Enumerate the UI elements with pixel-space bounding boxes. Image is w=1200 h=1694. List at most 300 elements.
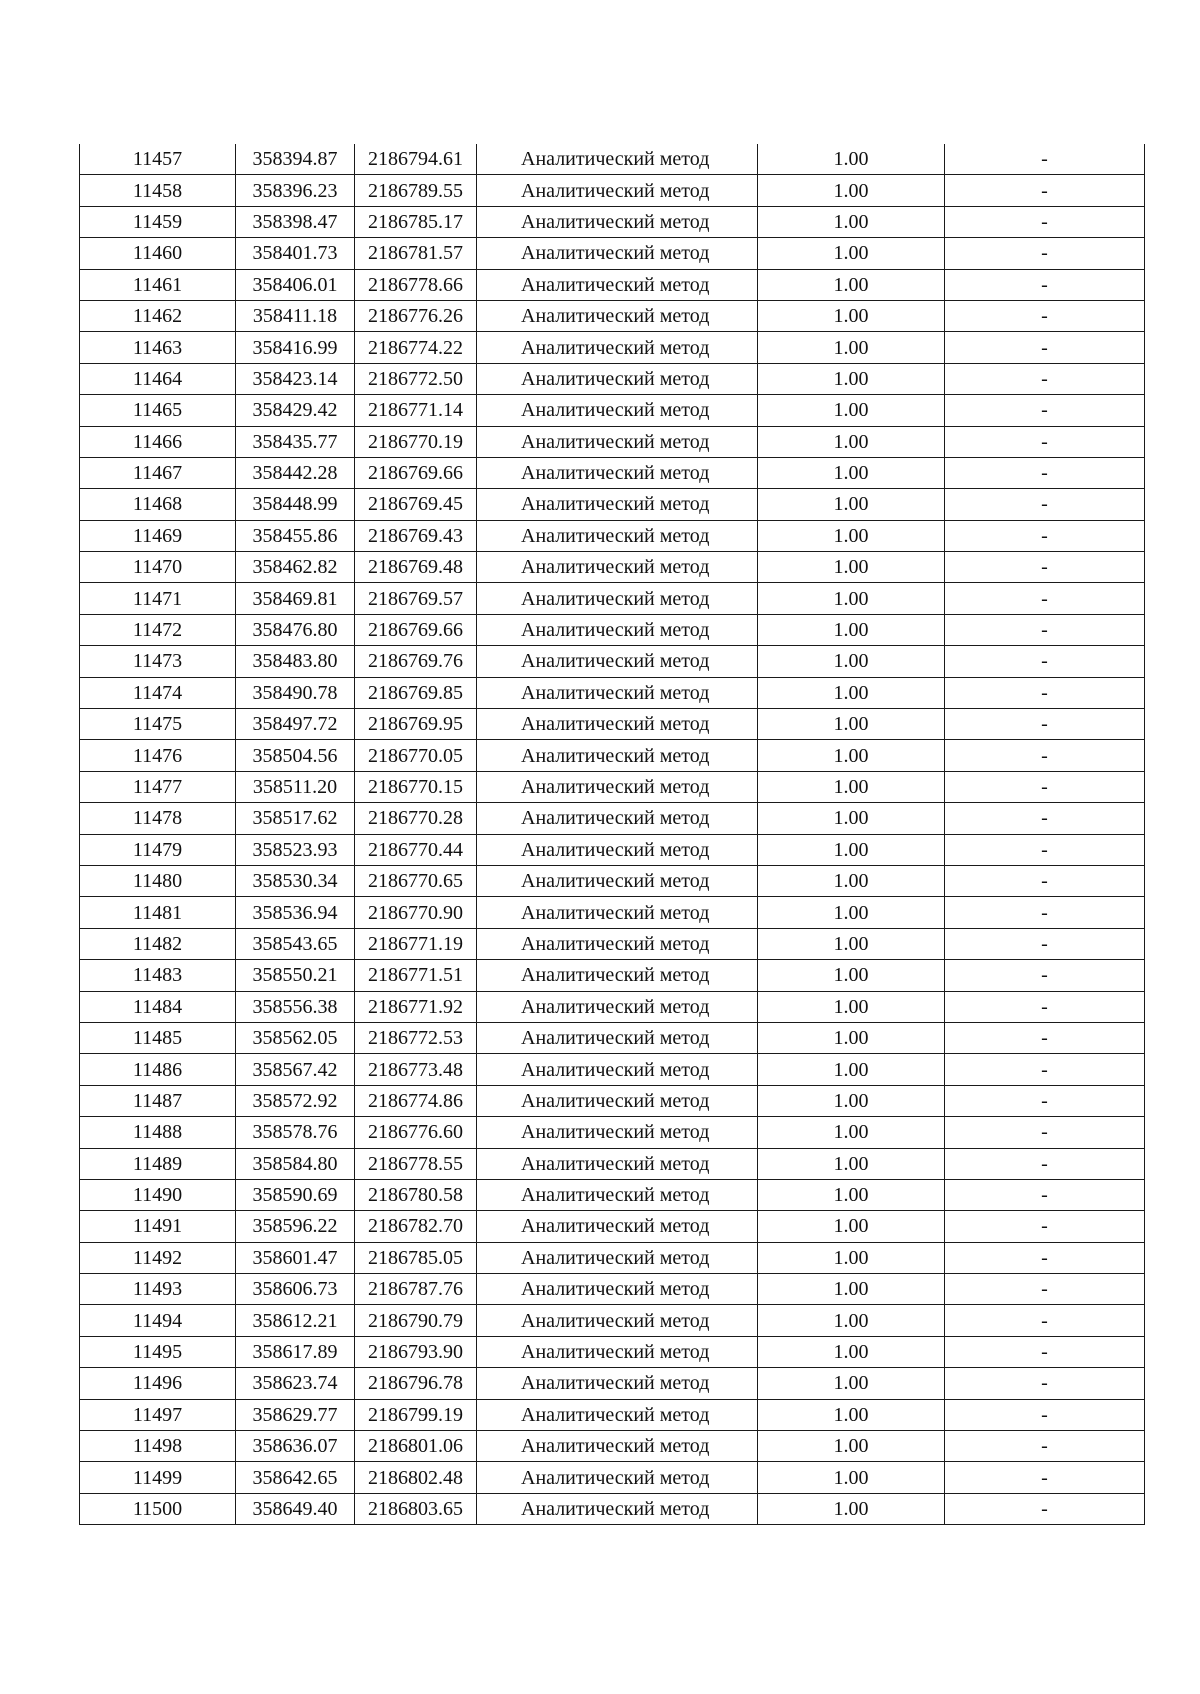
note-cell: - bbox=[945, 646, 1145, 677]
x-coordinate-cell: 358462.82 bbox=[236, 552, 355, 583]
point-number-cell: 11496 bbox=[80, 1368, 236, 1399]
point-number-cell: 11494 bbox=[80, 1305, 236, 1336]
y-coordinate-cell: 2186776.26 bbox=[355, 300, 477, 331]
method-cell: Аналитический метод bbox=[477, 771, 758, 802]
point-number-cell: 11473 bbox=[80, 646, 236, 677]
method-cell: Аналитический метод bbox=[477, 646, 758, 677]
point-number-cell: 11482 bbox=[80, 928, 236, 959]
accuracy-cell: 1.00 bbox=[758, 457, 945, 488]
y-coordinate-cell: 2186769.76 bbox=[355, 646, 477, 677]
method-cell: Аналитический метод bbox=[477, 1431, 758, 1462]
point-number-cell: 11476 bbox=[80, 740, 236, 771]
y-coordinate-cell: 2186790.79 bbox=[355, 1305, 477, 1336]
y-coordinate-cell: 2186770.44 bbox=[355, 834, 477, 865]
note-cell: - bbox=[945, 363, 1145, 394]
point-number-cell: 11469 bbox=[80, 520, 236, 551]
x-coordinate-cell: 358596.22 bbox=[236, 1211, 355, 1242]
method-cell: Аналитический метод bbox=[477, 426, 758, 457]
y-coordinate-cell: 2186769.48 bbox=[355, 552, 477, 583]
y-coordinate-cell: 2186770.28 bbox=[355, 803, 477, 834]
point-number-cell: 11464 bbox=[80, 363, 236, 394]
table-row bbox=[80, 238, 1145, 269]
x-coordinate-cell: 358517.62 bbox=[236, 803, 355, 834]
point-number-cell: 11457 bbox=[80, 144, 236, 175]
table-row bbox=[80, 897, 1145, 928]
y-coordinate-cell: 2186770.90 bbox=[355, 897, 477, 928]
x-coordinate-cell: 358530.34 bbox=[236, 865, 355, 896]
note-cell: - bbox=[945, 175, 1145, 206]
note-cell: - bbox=[945, 677, 1145, 708]
x-coordinate-cell: 358636.07 bbox=[236, 1431, 355, 1462]
note-cell: - bbox=[945, 269, 1145, 300]
table-row bbox=[80, 1148, 1145, 1179]
table-row bbox=[80, 614, 1145, 645]
table-row bbox=[80, 457, 1145, 488]
accuracy-cell: 1.00 bbox=[758, 709, 945, 740]
note-cell: - bbox=[945, 1211, 1145, 1242]
point-number-cell: 11498 bbox=[80, 1431, 236, 1462]
note-cell: - bbox=[945, 709, 1145, 740]
x-coordinate-cell: 358483.80 bbox=[236, 646, 355, 677]
point-number-cell: 11465 bbox=[80, 395, 236, 426]
note-cell: - bbox=[945, 457, 1145, 488]
method-cell: Аналитический метод bbox=[477, 1179, 758, 1210]
note-cell: - bbox=[945, 991, 1145, 1022]
table-row bbox=[80, 646, 1145, 677]
table-row bbox=[80, 1022, 1145, 1053]
note-cell: - bbox=[945, 1022, 1145, 1053]
point-number-cell: 11481 bbox=[80, 897, 236, 928]
table-row bbox=[80, 489, 1145, 520]
accuracy-cell: 1.00 bbox=[758, 1431, 945, 1462]
x-coordinate-cell: 358649.40 bbox=[236, 1493, 355, 1524]
note-cell: - bbox=[945, 1368, 1145, 1399]
table-row bbox=[80, 1274, 1145, 1305]
x-coordinate-cell: 358416.99 bbox=[236, 332, 355, 363]
x-coordinate-cell: 358562.05 bbox=[236, 1022, 355, 1053]
note-cell: - bbox=[945, 1399, 1145, 1430]
method-cell: Аналитический метод bbox=[477, 991, 758, 1022]
table-row bbox=[80, 771, 1145, 802]
note-cell: - bbox=[945, 300, 1145, 331]
x-coordinate-cell: 358469.81 bbox=[236, 583, 355, 614]
note-cell: - bbox=[945, 1117, 1145, 1148]
method-cell: Аналитический метод bbox=[477, 865, 758, 896]
table-row bbox=[80, 300, 1145, 331]
y-coordinate-cell: 2186793.90 bbox=[355, 1336, 477, 1367]
point-number-cell: 11492 bbox=[80, 1242, 236, 1273]
note-cell: - bbox=[945, 1493, 1145, 1524]
x-coordinate-cell: 358590.69 bbox=[236, 1179, 355, 1210]
table-row bbox=[80, 677, 1145, 708]
table-row bbox=[80, 1179, 1145, 1210]
accuracy-cell: 1.00 bbox=[758, 1085, 945, 1116]
x-coordinate-cell: 358455.86 bbox=[236, 520, 355, 551]
y-coordinate-cell: 2186796.78 bbox=[355, 1368, 477, 1399]
x-coordinate-cell: 358572.92 bbox=[236, 1085, 355, 1116]
x-coordinate-cell: 358429.42 bbox=[236, 395, 355, 426]
y-coordinate-cell: 2186769.95 bbox=[355, 709, 477, 740]
point-number-cell: 11466 bbox=[80, 426, 236, 457]
method-cell: Аналитический метод bbox=[477, 1462, 758, 1493]
x-coordinate-cell: 358497.72 bbox=[236, 709, 355, 740]
y-coordinate-cell: 2186785.05 bbox=[355, 1242, 477, 1273]
note-cell: - bbox=[945, 552, 1145, 583]
method-cell: Аналитический метод bbox=[477, 552, 758, 583]
method-cell: Аналитический метод bbox=[477, 1085, 758, 1116]
accuracy-cell: 1.00 bbox=[758, 552, 945, 583]
point-number-cell: 11485 bbox=[80, 1022, 236, 1053]
method-cell: Аналитический метод bbox=[477, 520, 758, 551]
y-coordinate-cell: 2186799.19 bbox=[355, 1399, 477, 1430]
accuracy-cell: 1.00 bbox=[758, 771, 945, 802]
y-coordinate-cell: 2186778.55 bbox=[355, 1148, 477, 1179]
point-number-cell: 11474 bbox=[80, 677, 236, 708]
note-cell: - bbox=[945, 489, 1145, 520]
method-cell: Аналитический метод bbox=[477, 614, 758, 645]
y-coordinate-cell: 2186769.57 bbox=[355, 583, 477, 614]
accuracy-cell: 1.00 bbox=[758, 991, 945, 1022]
note-cell: - bbox=[945, 395, 1145, 426]
point-number-cell: 11478 bbox=[80, 803, 236, 834]
method-cell: Аналитический метод bbox=[477, 238, 758, 269]
point-number-cell: 11475 bbox=[80, 709, 236, 740]
accuracy-cell: 1.00 bbox=[758, 865, 945, 896]
table-row bbox=[80, 1462, 1145, 1493]
y-coordinate-cell: 2186785.17 bbox=[355, 206, 477, 237]
accuracy-cell: 1.00 bbox=[758, 677, 945, 708]
x-coordinate-cell: 358394.87 bbox=[236, 144, 355, 175]
table-row bbox=[80, 1399, 1145, 1430]
accuracy-cell: 1.00 bbox=[758, 614, 945, 645]
point-number-cell: 11500 bbox=[80, 1493, 236, 1524]
x-coordinate-cell: 358623.74 bbox=[236, 1368, 355, 1399]
note-cell: - bbox=[945, 614, 1145, 645]
method-cell: Аналитический метод bbox=[477, 677, 758, 708]
y-coordinate-cell: 2186769.66 bbox=[355, 614, 477, 645]
method-cell: Аналитический метод bbox=[477, 709, 758, 740]
note-cell: - bbox=[945, 1274, 1145, 1305]
table-row bbox=[80, 834, 1145, 865]
table-row bbox=[80, 395, 1145, 426]
x-coordinate-cell: 358398.47 bbox=[236, 206, 355, 237]
y-coordinate-cell: 2186801.06 bbox=[355, 1431, 477, 1462]
point-number-cell: 11489 bbox=[80, 1148, 236, 1179]
note-cell: - bbox=[945, 1085, 1145, 1116]
point-number-cell: 11499 bbox=[80, 1462, 236, 1493]
accuracy-cell: 1.00 bbox=[758, 928, 945, 959]
point-number-cell: 11497 bbox=[80, 1399, 236, 1430]
x-coordinate-cell: 358423.14 bbox=[236, 363, 355, 394]
x-coordinate-cell: 358401.73 bbox=[236, 238, 355, 269]
accuracy-cell: 1.00 bbox=[758, 646, 945, 677]
note-cell: - bbox=[945, 1179, 1145, 1210]
accuracy-cell: 1.00 bbox=[758, 238, 945, 269]
note-cell: - bbox=[945, 1336, 1145, 1367]
x-coordinate-cell: 358601.47 bbox=[236, 1242, 355, 1273]
x-coordinate-cell: 358617.89 bbox=[236, 1336, 355, 1367]
x-coordinate-cell: 358567.42 bbox=[236, 1054, 355, 1085]
method-cell: Аналитический метод bbox=[477, 960, 758, 991]
y-coordinate-cell: 2186773.48 bbox=[355, 1054, 477, 1085]
accuracy-cell: 1.00 bbox=[758, 1399, 945, 1430]
accuracy-cell: 1.00 bbox=[758, 1305, 945, 1336]
accuracy-cell: 1.00 bbox=[758, 1274, 945, 1305]
y-coordinate-cell: 2186770.15 bbox=[355, 771, 477, 802]
method-cell: Аналитический метод bbox=[477, 583, 758, 614]
point-number-cell: 11463 bbox=[80, 332, 236, 363]
point-number-cell: 11471 bbox=[80, 583, 236, 614]
note-cell: - bbox=[945, 1305, 1145, 1336]
table-row bbox=[80, 175, 1145, 206]
x-coordinate-cell: 358550.21 bbox=[236, 960, 355, 991]
y-coordinate-cell: 2186776.60 bbox=[355, 1117, 477, 1148]
table-row bbox=[80, 1117, 1145, 1148]
accuracy-cell: 1.00 bbox=[758, 897, 945, 928]
x-coordinate-cell: 358406.01 bbox=[236, 269, 355, 300]
note-cell: - bbox=[945, 1148, 1145, 1179]
accuracy-cell: 1.00 bbox=[758, 1242, 945, 1273]
note-cell: - bbox=[945, 583, 1145, 614]
point-number-cell: 11479 bbox=[80, 834, 236, 865]
method-cell: Аналитический метод bbox=[477, 897, 758, 928]
note-cell: - bbox=[945, 238, 1145, 269]
table-row bbox=[80, 740, 1145, 771]
point-number-cell: 11472 bbox=[80, 614, 236, 645]
coordinates-table bbox=[79, 144, 1145, 1525]
x-coordinate-cell: 358523.93 bbox=[236, 834, 355, 865]
table-row bbox=[80, 1336, 1145, 1367]
y-coordinate-cell: 2186769.85 bbox=[355, 677, 477, 708]
point-number-cell: 11487 bbox=[80, 1085, 236, 1116]
x-coordinate-cell: 358642.65 bbox=[236, 1462, 355, 1493]
y-coordinate-cell: 2186803.65 bbox=[355, 1493, 477, 1524]
accuracy-cell: 1.00 bbox=[758, 363, 945, 394]
method-cell: Аналитический метод bbox=[477, 803, 758, 834]
table-row bbox=[80, 332, 1145, 363]
table-row bbox=[80, 1085, 1145, 1116]
accuracy-cell: 1.00 bbox=[758, 803, 945, 834]
note-cell: - bbox=[945, 426, 1145, 457]
accuracy-cell: 1.00 bbox=[758, 834, 945, 865]
y-coordinate-cell: 2186771.51 bbox=[355, 960, 477, 991]
y-coordinate-cell: 2186802.48 bbox=[355, 1462, 477, 1493]
x-coordinate-cell: 358442.28 bbox=[236, 457, 355, 488]
coordinates-table-body bbox=[80, 144, 1145, 1525]
x-coordinate-cell: 358536.94 bbox=[236, 897, 355, 928]
accuracy-cell: 1.00 bbox=[758, 1022, 945, 1053]
note-cell: - bbox=[945, 206, 1145, 237]
accuracy-cell: 1.00 bbox=[758, 426, 945, 457]
table-row bbox=[80, 1368, 1145, 1399]
y-coordinate-cell: 2186789.55 bbox=[355, 175, 477, 206]
x-coordinate-cell: 358556.38 bbox=[236, 991, 355, 1022]
y-coordinate-cell: 2186771.19 bbox=[355, 928, 477, 959]
table-row bbox=[80, 1493, 1145, 1524]
accuracy-cell: 1.00 bbox=[758, 1117, 945, 1148]
method-cell: Аналитический метод bbox=[477, 928, 758, 959]
accuracy-cell: 1.00 bbox=[758, 740, 945, 771]
point-number-cell: 11491 bbox=[80, 1211, 236, 1242]
accuracy-cell: 1.00 bbox=[758, 1462, 945, 1493]
note-cell: - bbox=[945, 897, 1145, 928]
note-cell: - bbox=[945, 771, 1145, 802]
y-coordinate-cell: 2186771.92 bbox=[355, 991, 477, 1022]
note-cell: - bbox=[945, 865, 1145, 896]
accuracy-cell: 1.00 bbox=[758, 1211, 945, 1242]
table-row bbox=[80, 865, 1145, 896]
y-coordinate-cell: 2186781.57 bbox=[355, 238, 477, 269]
x-coordinate-cell: 358396.23 bbox=[236, 175, 355, 206]
point-number-cell: 11493 bbox=[80, 1274, 236, 1305]
y-coordinate-cell: 2186774.22 bbox=[355, 332, 477, 363]
y-coordinate-cell: 2186778.66 bbox=[355, 269, 477, 300]
method-cell: Аналитический метод bbox=[477, 144, 758, 175]
x-coordinate-cell: 358504.56 bbox=[236, 740, 355, 771]
x-coordinate-cell: 358476.80 bbox=[236, 614, 355, 645]
point-number-cell: 11483 bbox=[80, 960, 236, 991]
table-row bbox=[80, 991, 1145, 1022]
accuracy-cell: 1.00 bbox=[758, 1179, 945, 1210]
method-cell: Аналитический метод bbox=[477, 206, 758, 237]
accuracy-cell: 1.00 bbox=[758, 1054, 945, 1085]
table-row bbox=[80, 552, 1145, 583]
note-cell: - bbox=[945, 803, 1145, 834]
method-cell: Аналитический метод bbox=[477, 1368, 758, 1399]
point-number-cell: 11470 bbox=[80, 552, 236, 583]
method-cell: Аналитический метод bbox=[477, 1336, 758, 1367]
method-cell: Аналитический метод bbox=[477, 489, 758, 520]
table-row bbox=[80, 206, 1145, 237]
method-cell: Аналитический метод bbox=[477, 269, 758, 300]
accuracy-cell: 1.00 bbox=[758, 1368, 945, 1399]
y-coordinate-cell: 2186780.58 bbox=[355, 1179, 477, 1210]
y-coordinate-cell: 2186770.19 bbox=[355, 426, 477, 457]
accuracy-cell: 1.00 bbox=[758, 206, 945, 237]
table-row bbox=[80, 363, 1145, 394]
note-cell: - bbox=[945, 1054, 1145, 1085]
y-coordinate-cell: 2186770.05 bbox=[355, 740, 477, 771]
point-number-cell: 11486 bbox=[80, 1054, 236, 1085]
point-number-cell: 11458 bbox=[80, 175, 236, 206]
x-coordinate-cell: 358606.73 bbox=[236, 1274, 355, 1305]
point-number-cell: 11461 bbox=[80, 269, 236, 300]
point-number-cell: 11495 bbox=[80, 1336, 236, 1367]
y-coordinate-cell: 2186787.76 bbox=[355, 1274, 477, 1305]
y-coordinate-cell: 2186772.50 bbox=[355, 363, 477, 394]
accuracy-cell: 1.00 bbox=[758, 1493, 945, 1524]
table-row bbox=[80, 1054, 1145, 1085]
note-cell: - bbox=[945, 960, 1145, 991]
table-row bbox=[80, 1431, 1145, 1462]
method-cell: Аналитический метод bbox=[477, 1274, 758, 1305]
x-coordinate-cell: 358448.99 bbox=[236, 489, 355, 520]
method-cell: Аналитический метод bbox=[477, 1493, 758, 1524]
method-cell: Аналитический метод bbox=[477, 1148, 758, 1179]
accuracy-cell: 1.00 bbox=[758, 269, 945, 300]
point-number-cell: 11467 bbox=[80, 457, 236, 488]
method-cell: Аналитический метод bbox=[477, 1242, 758, 1273]
table-row bbox=[80, 709, 1145, 740]
table-row bbox=[80, 520, 1145, 551]
method-cell: Аналитический метод bbox=[477, 332, 758, 363]
y-coordinate-cell: 2186782.70 bbox=[355, 1211, 477, 1242]
table-row bbox=[80, 803, 1145, 834]
method-cell: Аналитический метод bbox=[477, 175, 758, 206]
x-coordinate-cell: 358584.80 bbox=[236, 1148, 355, 1179]
accuracy-cell: 1.00 bbox=[758, 144, 945, 175]
method-cell: Аналитический метод bbox=[477, 834, 758, 865]
method-cell: Аналитический метод bbox=[477, 1054, 758, 1085]
table-row bbox=[80, 144, 1145, 175]
x-coordinate-cell: 358578.76 bbox=[236, 1117, 355, 1148]
note-cell: - bbox=[945, 740, 1145, 771]
note-cell: - bbox=[945, 1462, 1145, 1493]
note-cell: - bbox=[945, 144, 1145, 175]
x-coordinate-cell: 358411.18 bbox=[236, 300, 355, 331]
note-cell: - bbox=[945, 332, 1145, 363]
note-cell: - bbox=[945, 520, 1145, 551]
accuracy-cell: 1.00 bbox=[758, 332, 945, 363]
y-coordinate-cell: 2186769.43 bbox=[355, 520, 477, 551]
method-cell: Аналитический метод bbox=[477, 1211, 758, 1242]
y-coordinate-cell: 2186772.53 bbox=[355, 1022, 477, 1053]
y-coordinate-cell: 2186770.65 bbox=[355, 865, 477, 896]
table-row bbox=[80, 583, 1145, 614]
note-cell: - bbox=[945, 834, 1145, 865]
method-cell: Аналитический метод bbox=[477, 1022, 758, 1053]
accuracy-cell: 1.00 bbox=[758, 395, 945, 426]
accuracy-cell: 1.00 bbox=[758, 583, 945, 614]
x-coordinate-cell: 358629.77 bbox=[236, 1399, 355, 1430]
point-number-cell: 11459 bbox=[80, 206, 236, 237]
point-number-cell: 11480 bbox=[80, 865, 236, 896]
point-number-cell: 11484 bbox=[80, 991, 236, 1022]
y-coordinate-cell: 2186794.61 bbox=[355, 144, 477, 175]
point-number-cell: 11468 bbox=[80, 489, 236, 520]
method-cell: Аналитический метод bbox=[477, 1305, 758, 1336]
point-number-cell: 11460 bbox=[80, 238, 236, 269]
method-cell: Аналитический метод bbox=[477, 395, 758, 426]
y-coordinate-cell: 2186769.45 bbox=[355, 489, 477, 520]
method-cell: Аналитический метод bbox=[477, 363, 758, 394]
note-cell: - bbox=[945, 928, 1145, 959]
table-row bbox=[80, 426, 1145, 457]
y-coordinate-cell: 2186774.86 bbox=[355, 1085, 477, 1116]
point-number-cell: 11477 bbox=[80, 771, 236, 802]
table-row bbox=[80, 1305, 1145, 1336]
accuracy-cell: 1.00 bbox=[758, 300, 945, 331]
x-coordinate-cell: 358612.21 bbox=[236, 1305, 355, 1336]
accuracy-cell: 1.00 bbox=[758, 1148, 945, 1179]
table-row bbox=[80, 269, 1145, 300]
point-number-cell: 11490 bbox=[80, 1179, 236, 1210]
y-coordinate-cell: 2186769.66 bbox=[355, 457, 477, 488]
table-row bbox=[80, 960, 1145, 991]
accuracy-cell: 1.00 bbox=[758, 960, 945, 991]
table-row bbox=[80, 1242, 1145, 1273]
point-number-cell: 11462 bbox=[80, 300, 236, 331]
note-cell: - bbox=[945, 1242, 1145, 1273]
point-number-cell: 11488 bbox=[80, 1117, 236, 1148]
method-cell: Аналитический метод bbox=[477, 740, 758, 771]
x-coordinate-cell: 358490.78 bbox=[236, 677, 355, 708]
accuracy-cell: 1.00 bbox=[758, 1336, 945, 1367]
method-cell: Аналитический метод bbox=[477, 457, 758, 488]
method-cell: Аналитический метод bbox=[477, 1399, 758, 1430]
x-coordinate-cell: 358511.20 bbox=[236, 771, 355, 802]
accuracy-cell: 1.00 bbox=[758, 489, 945, 520]
